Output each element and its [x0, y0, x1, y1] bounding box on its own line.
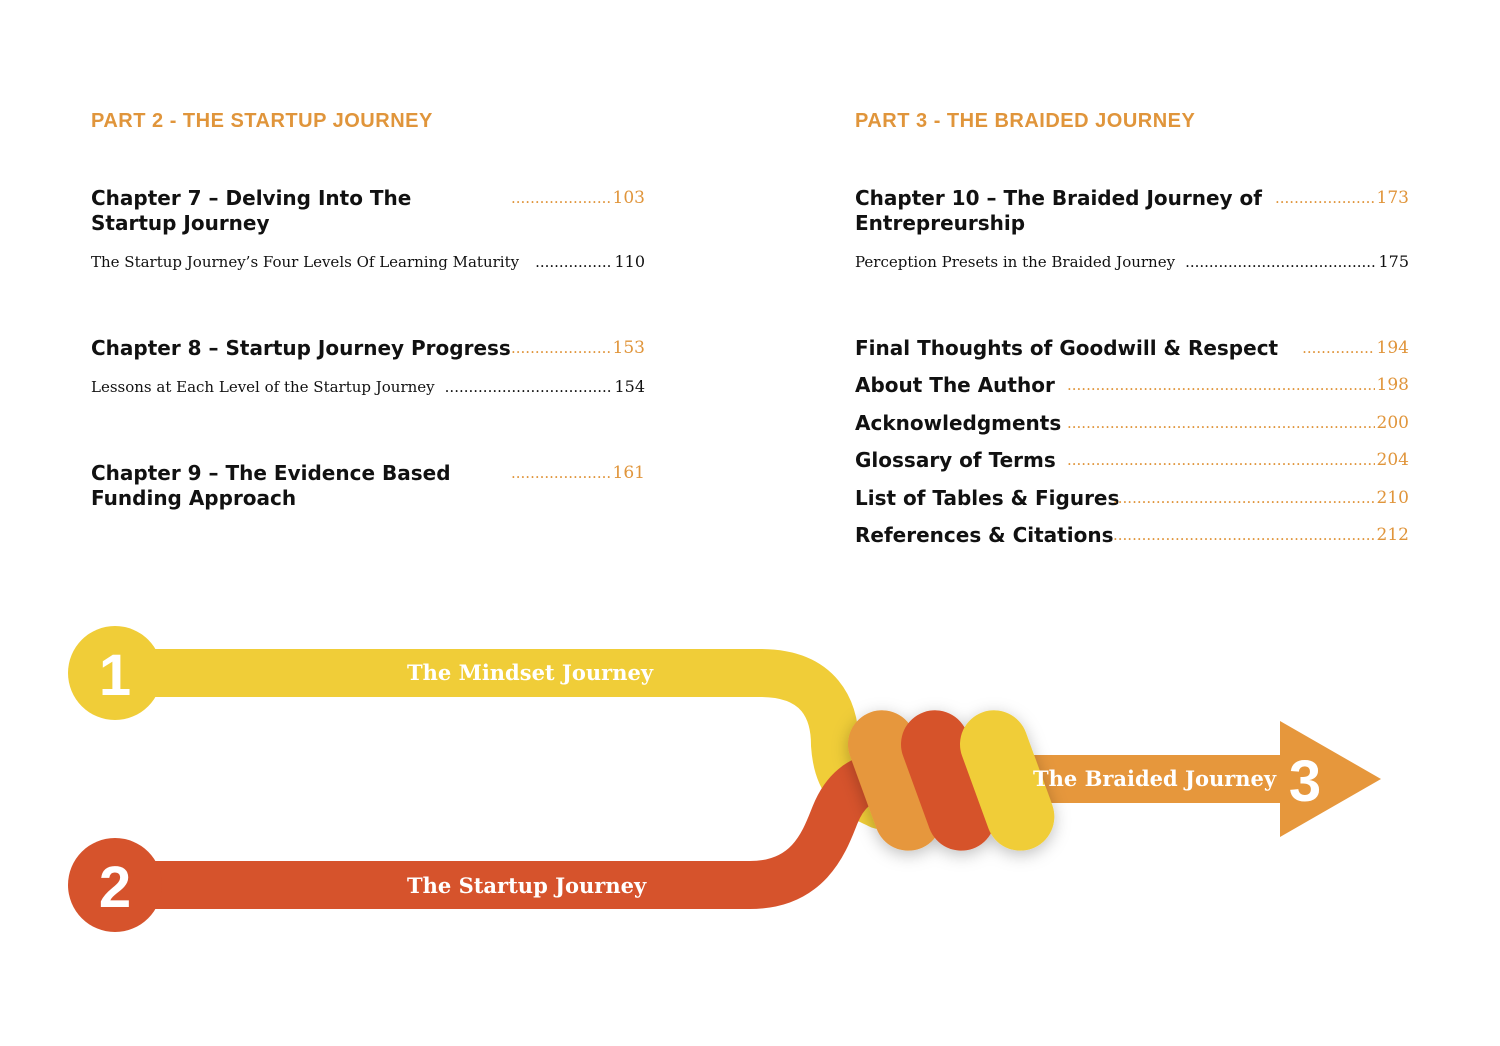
toc-entry-title: Acknowledgments: [855, 411, 1062, 435]
toc-entry-title: Chapter 7 – Delving Into The Startup Journey: [91, 186, 412, 235]
toc-entry-acknowledgments[interactable]: [855, 411, 1409, 436]
leader-dots: [535, 252, 612, 272]
leader-dots: [1113, 523, 1375, 548]
leader-dots: [1067, 411, 1375, 436]
toc-entry-references[interactable]: [855, 523, 1409, 548]
toc-page-number: 200: [1376, 413, 1409, 433]
leader-dots: [1185, 252, 1376, 272]
toc-entry-title: References & Citations: [855, 523, 1114, 547]
braid-knot: [838, 701, 1063, 861]
mindset-journey-label: The Mindset Journey: [407, 660, 654, 685]
toc-entry-title: Glossary of Terms: [855, 448, 1056, 472]
toc-entry-tables-figures[interactable]: [855, 486, 1409, 511]
toc-page-number: 175: [1378, 252, 1409, 271]
part2-heading: PART 2 - THE STARTUP JOURNEY: [91, 110, 433, 132]
toc-entry-title: Chapter 9 – The Evidence Based Funding Approach: [91, 461, 451, 510]
toc-entry-title: The Startup Journey’s Four Levels Of Learning Maturity: [91, 253, 520, 271]
toc-entry-title: List of Tables & Figures: [855, 486, 1120, 510]
toc-entry-title: Chapter 8 – Startup Journey Progress: [91, 336, 511, 360]
startup-journey-number: 2: [98, 855, 132, 920]
toc-page-number: 154: [614, 377, 645, 396]
toc-page-number: 153: [612, 338, 645, 358]
braided-journey-label: The Braided Journey: [1033, 766, 1277, 791]
toc-entry-chapter-7-sub[interactable]: [91, 252, 645, 272]
toc-entry-chapter-8-sub[interactable]: [91, 377, 645, 397]
toc-page-number: 161: [612, 463, 645, 483]
toc-entry-title: Perception Presets in the Braided Journey: [855, 253, 1176, 271]
toc-entry-chapter-10[interactable]: [855, 186, 1409, 236]
leader-dots: [1067, 448, 1375, 473]
leader-dots: [1113, 486, 1375, 511]
toc-page-number: 103: [612, 188, 645, 208]
toc-entry-title: Final Thoughts of Goodwill & Respect: [855, 336, 1279, 360]
startup-journey-label: The Startup Journey: [407, 873, 647, 898]
toc-page-number: 212: [1376, 525, 1409, 545]
braided-journey-diagram: [0, 600, 1500, 960]
toc-page-number: 110: [614, 252, 645, 271]
toc-entry-chapter-10-sub[interactable]: [855, 252, 1409, 272]
toc-entry-final-thoughts[interactable]: [855, 336, 1409, 361]
braided-journey-number: 3: [1288, 749, 1322, 814]
toc-entry-chapter-9[interactable]: [91, 461, 645, 511]
toc-entry-title: About The Author: [855, 373, 1055, 397]
mindset-journey-path: [115, 673, 880, 805]
leader-dots: [511, 461, 611, 486]
toc-entry-chapter-8[interactable]: [91, 336, 645, 361]
toc-page-number: 198: [1376, 375, 1409, 395]
toc-entry-about-author[interactable]: [855, 373, 1409, 398]
toc-entry-title: Lessons at Each Level of the Startup Journey: [91, 378, 435, 396]
leader-dots: [445, 377, 613, 397]
toc-entry-glossary[interactable]: [855, 448, 1409, 473]
startup-journey-path: [115, 775, 880, 885]
leader-dots: [511, 336, 611, 361]
toc-page-number: 210: [1376, 488, 1409, 508]
toc-page-number: 194: [1376, 338, 1409, 358]
leader-dots: [1067, 373, 1375, 398]
leader-dots: [1302, 336, 1374, 361]
toc-entry-title: Chapter 10 – The Braided Journey of Entrepreurship: [855, 186, 1262, 235]
toc-page-number: 173: [1376, 188, 1409, 208]
leader-dots: [1275, 186, 1375, 211]
toc-page-number: 204: [1376, 450, 1409, 470]
part3-heading: PART 3 - THE BRAIDED JOURNEY: [855, 110, 1196, 132]
toc-entry-chapter-7[interactable]: [91, 186, 645, 236]
leader-dots: [511, 186, 611, 211]
mindset-journey-number: 1: [98, 643, 132, 708]
